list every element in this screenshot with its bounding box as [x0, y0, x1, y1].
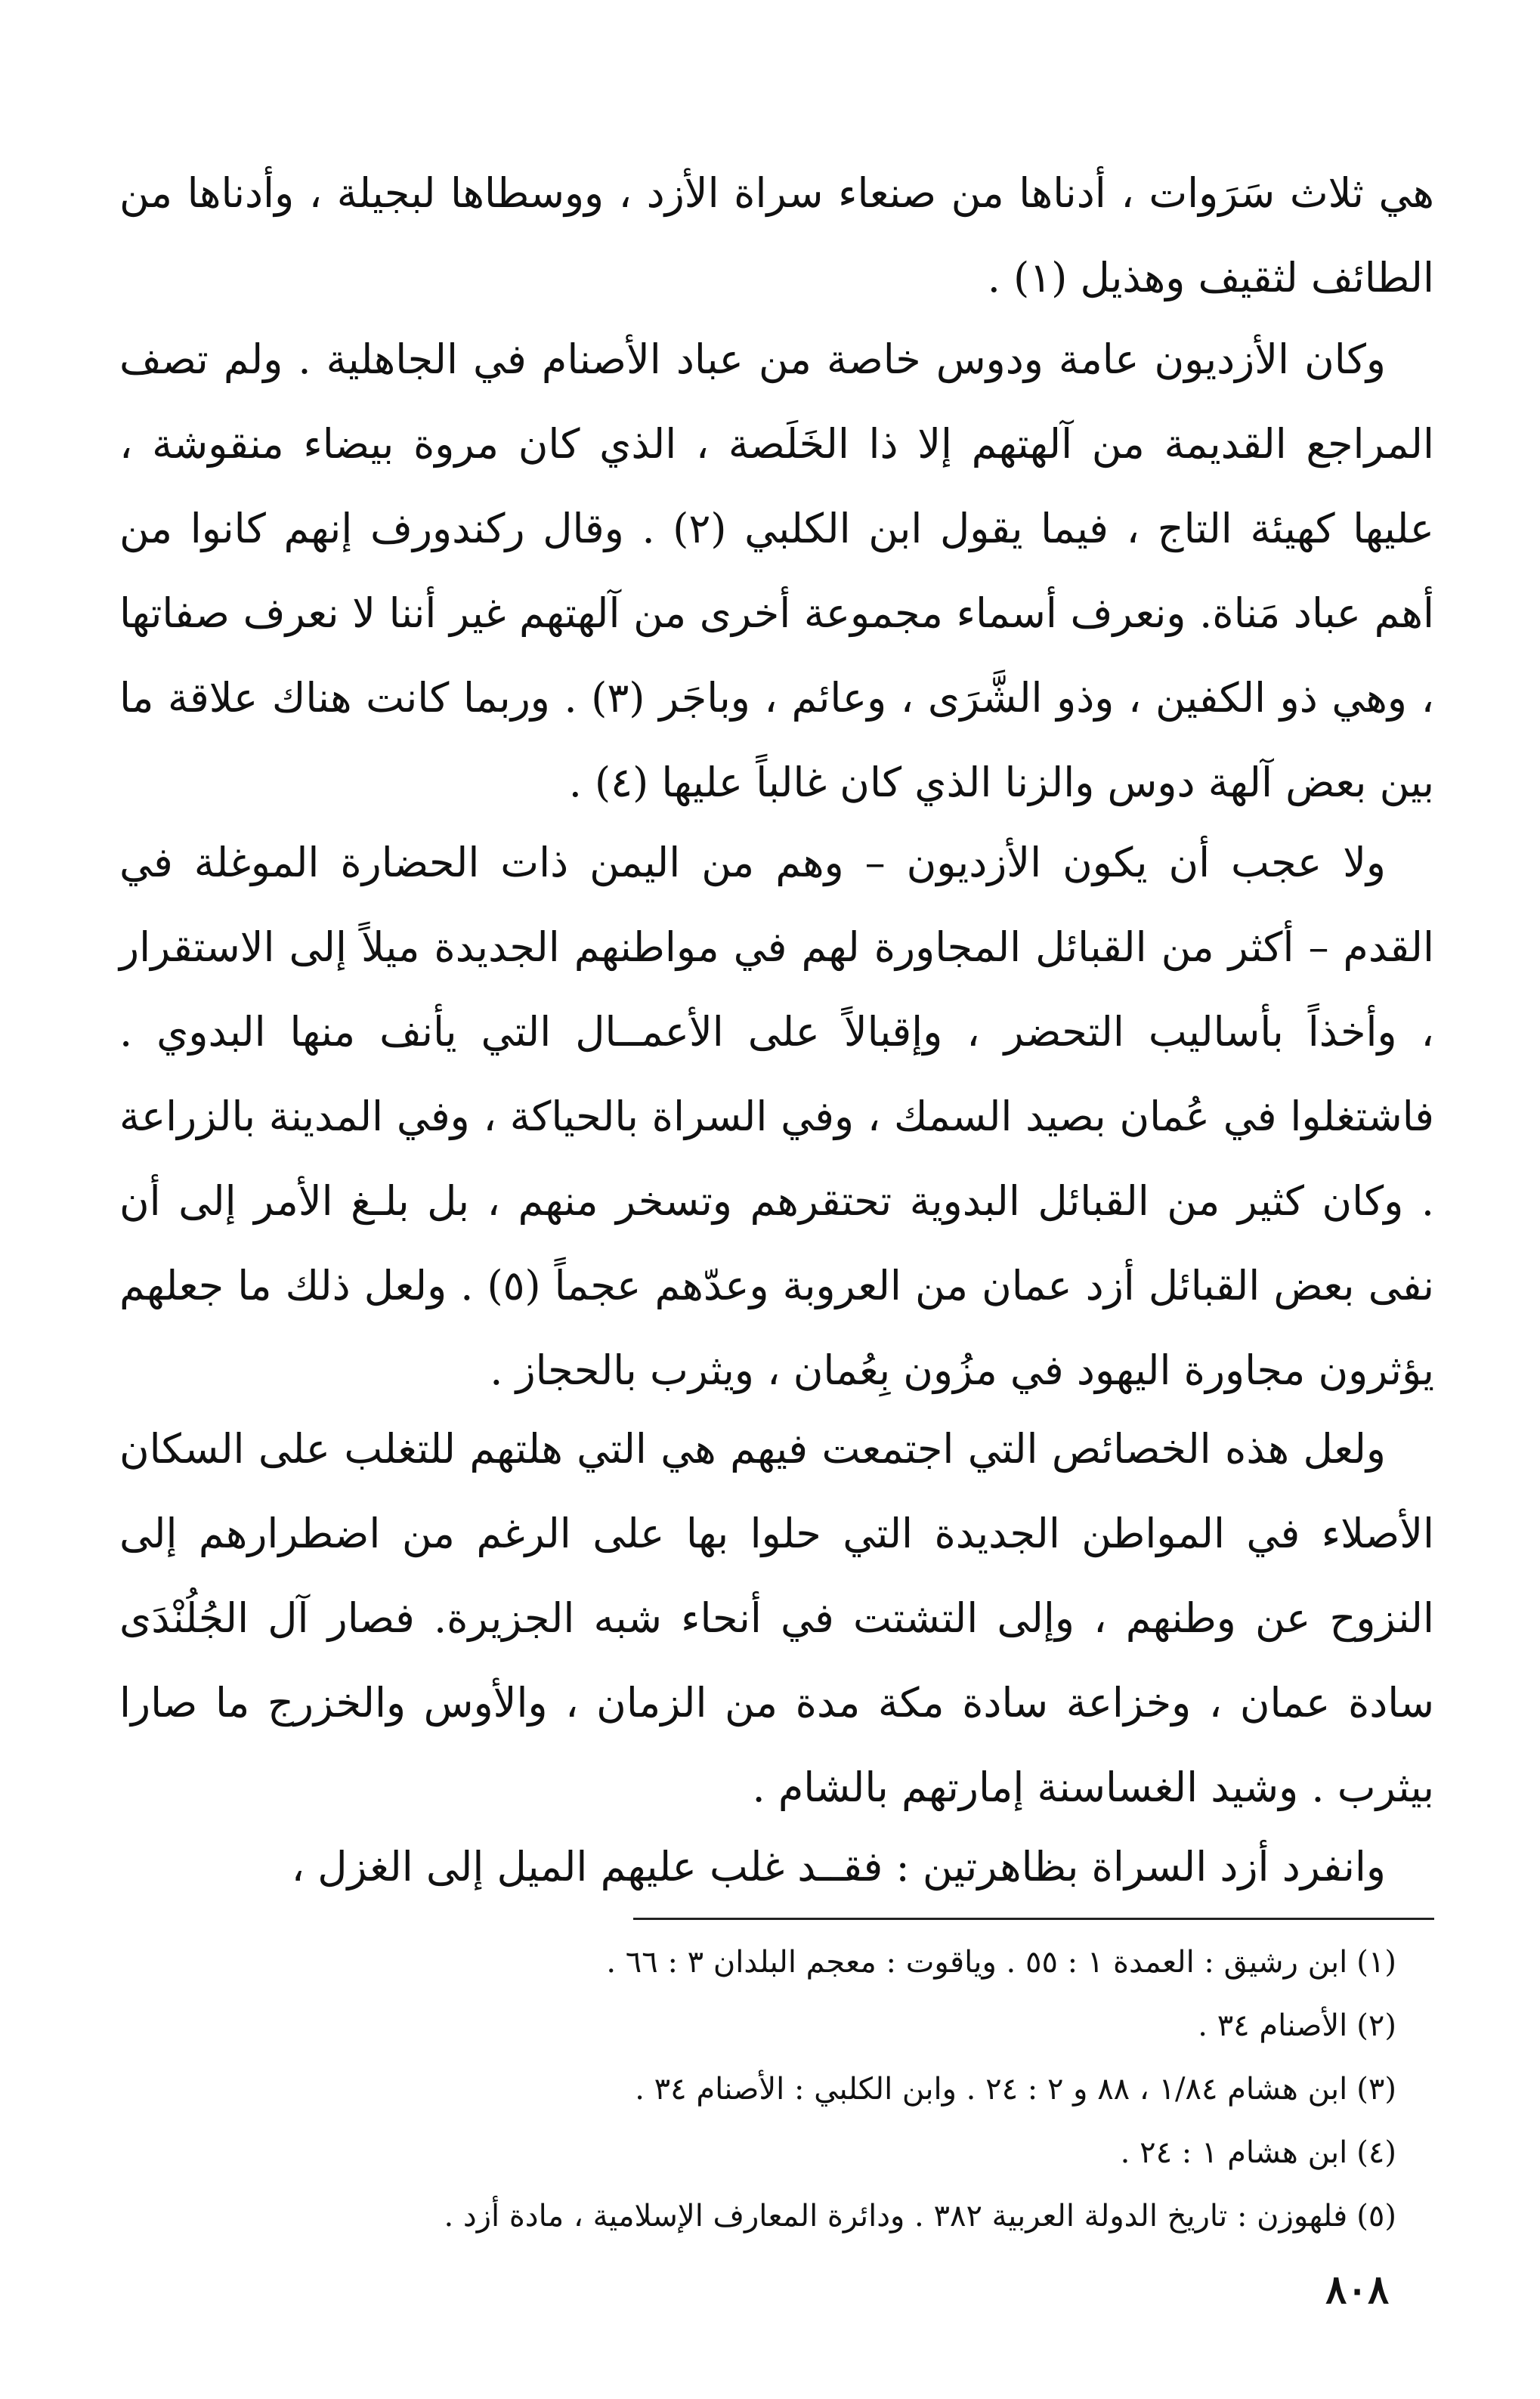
footnote-text: ابن هشام ١ : ٢٤ .	[1120, 2135, 1348, 2170]
footnote-number: (٥)	[1356, 2199, 1396, 2234]
paragraph-text: وانفرد أزد السراة بظاهرتين : فقــد غلب عليهم الميل إلى الغزل ،	[291, 1843, 1386, 1890]
body-paragraph-5	[119, 1825, 1434, 1909]
footnote-2	[187, 1994, 1396, 2057]
footnote-text: ابن هشام ١/٨٤ ، ٨٨ و ٢ : ٢٤ . وابن الكلبي : الأصنام ٣٤ .	[635, 2072, 1348, 2107]
footnote-number: (٣)	[1356, 2072, 1396, 2107]
footnote-text: فلهوزن : تاريخ الدولة العربية ٣٨٢ . ودائرة المعارف الإسلامية ، مادة أزد .	[444, 2199, 1348, 2234]
paragraph-text: هي ثلاث سَرَوات ، أدناها من صنعاء سراة الأزد ، ووسطاها لبجيلة ، وأدناها من الطائف لثقيف وهذيل (١) .	[119, 169, 1434, 301]
body-paragraph-1	[119, 151, 1434, 320]
footnote-text: ابن رشيق : العمدة ١ : ٥٥ . وياقوت : معجم البلدان ٣ : ٦٦ .	[606, 1945, 1348, 1980]
footnote-number: (١)	[1356, 1945, 1396, 1980]
paragraph-text: ولا عجب أن يكون الأزديون – وهم من اليمن ذات الحضارة الموغلة في القدم – أكثر من القبائل المجاورة لهم في مواطنهم الجديدة ميلاً إلى الاستقرار ، وأخذاً بأساليب التحضر ، وإقبالاً على الأعمــال التي يأنف منها البدوي . فاشتغلوا في عُمان بصيد السمك ، وفي السراة بالحياكة ، وفي المدينة بالزراعة . وكان كثير من القبائل البدوية تحتقرهم وتسخر منهم ، بل بلـغ الأمر إلى أن نفى بعض القبائل أزد عمان من العروبة وعدّهم عجماً (٥) . ولعل ذلك ما جعلهم يؤثرون مجاورة اليهود في مزُون بِعُمان ، ويثرب بالحجاز .	[119, 839, 1434, 1394]
page-number: ٨٠٨	[1325, 2267, 1389, 2313]
footnote-1	[187, 1931, 1396, 1994]
footnote-separator	[633, 1918, 1434, 1920]
footnote-3	[187, 2057, 1396, 2121]
body-paragraph-3	[119, 821, 1434, 1413]
footnote-4	[187, 2121, 1396, 2184]
paragraph-text: وكان الأزديون عامة ودوس خاصة من عباد الأصنام في الجاهلية . ولم تصف المراجع القديمة من آلهتهم إلا ذا الخَلَصة ، الذي كان مروة بيضاء منقوشة ، عليها كهيئة التاج ، فيما يقول ابن الكلبي (٢) . وقال ركندورف إنهم كانوا من أهم عباد مَناة. ونعرف أسماء مجموعة أخرى من آلهتهم غير أننا لا نعرف صفاتها ، وهي ذو الكفين ، وذو الشَّرَى ، وعائم ، وباجَر (٣) . وربما كانت هناك علاقة ما بين بعض آلهة دوس والزنا الذي كان غالباً عليها (٤) .	[119, 335, 1435, 806]
footnote-number: (٤)	[1356, 2135, 1396, 2170]
paragraph-text: ولعل هذه الخصائص التي اجتمعت فيهم هي التي هلتهم للتغلب على السكان الأصلاء في المواطن الجديدة التي حلوا بها على الرغم من اضطرارهم إلى النزوح عن وطنهم ، وإلى التشتت في أنحاء شبه الجزيرة. فصار آل الجُلُنْدَى سادة عمان ، وخزاعة سادة مكة مدة من الزمان ، والأوس والخزرج ما صارا بيثرب . وشيد الغساسنة إمارتهم بالشام .	[119, 1425, 1434, 1811]
footnote-number: (٢)	[1356, 2008, 1396, 2043]
footnote-5	[187, 2184, 1396, 2248]
body-paragraph-4	[119, 1407, 1434, 1830]
footnotes-section	[187, 1931, 1396, 2248]
footnote-text: الأصنام ٣٤ .	[1198, 2008, 1348, 2043]
body-paragraph-2	[119, 317, 1434, 825]
